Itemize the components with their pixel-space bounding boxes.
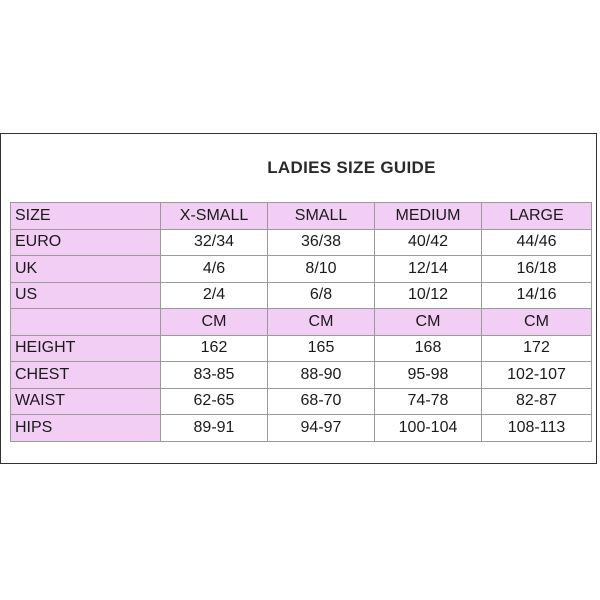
table-cell: 88-90 [268, 362, 375, 389]
header-cell-small: SMALL [268, 203, 375, 230]
size-guide-title: LADIES SIZE GUIDE [267, 158, 436, 177]
table-cell: 62-65 [161, 388, 268, 415]
table-cell: 44/46 [482, 229, 592, 256]
table-cell: 10/12 [375, 282, 482, 309]
header-cell-large: LARGE [482, 203, 592, 230]
table-cell: 2/4 [161, 282, 268, 309]
table-cell: 89-91 [161, 415, 268, 442]
table-cell: 6/8 [268, 282, 375, 309]
table-cell: 95-98 [375, 362, 482, 389]
table-cell: 36/38 [268, 229, 375, 256]
table-cell: 94-97 [268, 415, 375, 442]
table-cell: 4/6 [161, 256, 268, 283]
table-row-hips [11, 415, 592, 442]
table-cell: 165 [268, 335, 375, 362]
table-row-chest [11, 362, 592, 389]
table-cell: 172 [482, 335, 592, 362]
row-label-euro: EURO [11, 229, 161, 256]
unit-cell: CM [268, 309, 375, 336]
row-label-waist: WAIST [11, 388, 161, 415]
table-cell: 68-70 [268, 388, 375, 415]
table-row-height [11, 335, 592, 362]
table-cell: 14/16 [482, 282, 592, 309]
table-cell: 108-113 [482, 415, 592, 442]
table-cell: 83-85 [161, 362, 268, 389]
header-cell-size: SIZE [11, 203, 161, 230]
table-header-row [11, 203, 592, 230]
table-cell: 40/42 [375, 229, 482, 256]
row-label-uk: UK [11, 256, 161, 283]
size-table [10, 202, 592, 442]
unit-cell: CM [375, 309, 482, 336]
table-cell: 100-104 [375, 415, 482, 442]
table-cell: 32/34 [161, 229, 268, 256]
table-cell: 74-78 [375, 388, 482, 415]
row-label-chest: CHEST [11, 362, 161, 389]
table-cell: 12/14 [375, 256, 482, 283]
table-cell: 82-87 [482, 388, 592, 415]
size-guide-frame [0, 133, 597, 464]
unit-cell: CM [161, 309, 268, 336]
table-cell: 168 [375, 335, 482, 362]
row-label-height: HEIGHT [11, 335, 161, 362]
table-row-euro [11, 229, 592, 256]
table-unit-row [11, 309, 592, 336]
header-cell-medium: MEDIUM [375, 203, 482, 230]
table-cell: 102-107 [482, 362, 592, 389]
row-label-us: US [11, 282, 161, 309]
row-label-hips: HIPS [11, 415, 161, 442]
unit-cell: CM [482, 309, 592, 336]
header-cell-x-small: X-SMALL [161, 203, 268, 230]
table-row-uk [11, 256, 592, 283]
unit-row-label [11, 309, 161, 336]
table-row-waist [11, 388, 592, 415]
table-row-us [11, 282, 592, 309]
table-cell: 8/10 [268, 256, 375, 283]
table-cell: 16/18 [482, 256, 592, 283]
table-cell: 162 [161, 335, 268, 362]
